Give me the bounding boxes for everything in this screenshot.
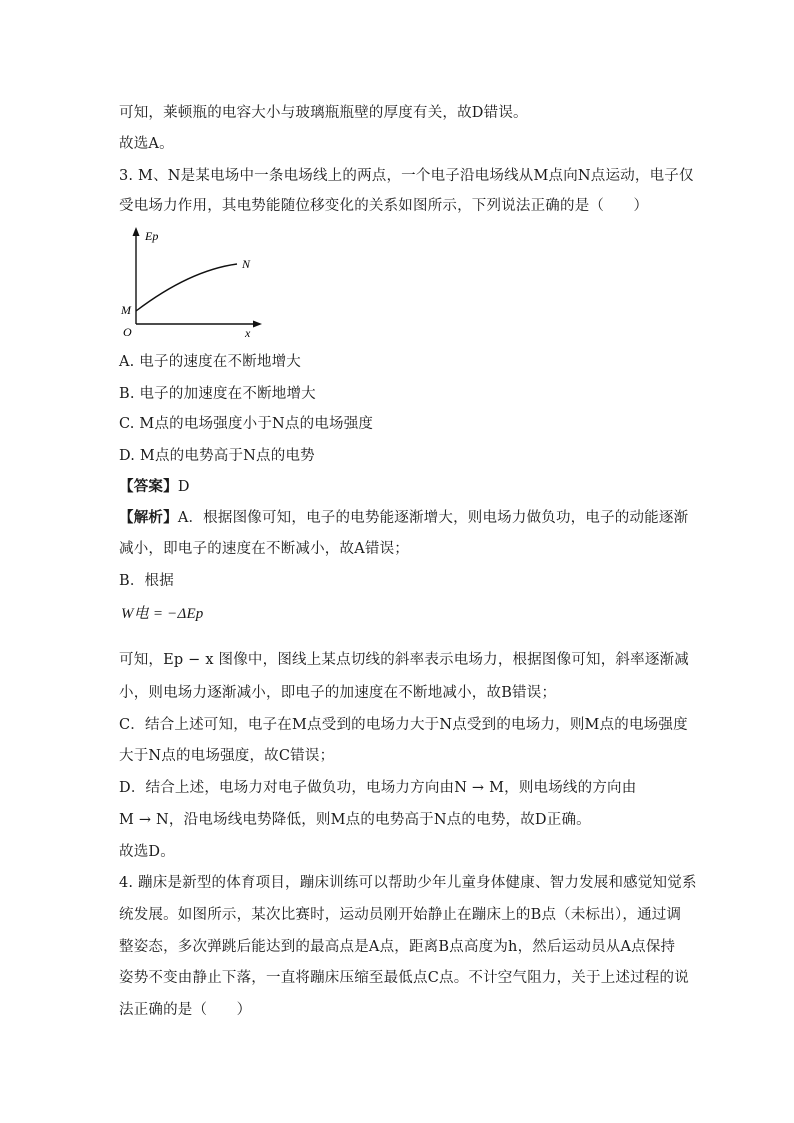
analysis-a-text: A．根据图像可知，电子的电势能逐渐增大，则电场力做负功，电子的动能逐渐 (177, 510, 689, 526)
option-b: B. 电子的加速度在不断地增大 (119, 386, 316, 402)
ep-x-graph (115, 224, 275, 342)
question-4-line-1: 4. 蹦床是新型的体育项目，蹦床训练可以帮助少年儿童身体健康、智力发展和感觉知觉系 (119, 875, 697, 891)
question-4-line-2: 统发展。如图所示，某次比赛时，运动员刚开始静止在蹦床上的B点（未标出），通过调 (119, 907, 682, 923)
x-axis-arrow (253, 321, 262, 328)
final-choice: 故选D。 (119, 844, 175, 860)
y-axis-label: Ep (145, 229, 159, 243)
analysis-c-line-1: C．结合上述可知，电子在M点受到的电场力大于N点受到的电场力，则M点的电场强度 (119, 717, 688, 733)
analysis-b-line-1: B．根据 (119, 573, 174, 589)
option-d: D. M点的电势高于N点的电势 (119, 448, 315, 464)
option-c: C. M点的电场强度小于N点的电场强度 (119, 416, 374, 432)
y-axis-arrow (133, 227, 140, 236)
ep-curve (136, 264, 237, 311)
question-3-line-1: 3. M、N是某电场中一条电场线上的两点，一个电子沿电场线从M点向N点运动，电子仅 (119, 168, 694, 184)
question-4-line-5: 法正确的是（ ） (119, 1002, 252, 1018)
analysis-b-line-2: 可知，Ep − x 图像中，图线上某点切线的斜率表示电场力，根据图像可知，斜率逐渐减 (119, 652, 689, 668)
line-1: 可知，莱顿瓶的电容大小与玻璃瓶瓶壁的厚度有关，故D错误。 (119, 105, 528, 121)
question-4-line-3: 整姿态，多次弹跳后能达到的最高点是A点，距离B点高度为h，然后运动员从A点保持 (119, 939, 676, 955)
analysis-a-line-2: 减小，即电子的速度在不断减小，故A错误； (119, 541, 409, 557)
analysis-label: 【解析】 (119, 509, 178, 526)
question-4-line-4: 姿势不变由静止下落，一直将蹦床压缩至最低点C点。不计空气阻力，关于上述过程的说 (119, 970, 689, 986)
origin-label: O (123, 325, 132, 339)
analysis-d-line-1: D．结合上述，电场力对电子做负功，电场力方向由N → M，则电场线的方向由 (119, 780, 637, 796)
answer-line (119, 477, 190, 497)
question-3-line-2: 受电场力作用，其电势能随位移变化的关系如图所示，下列说法正确的是（ ） (119, 198, 649, 214)
answer-label: 【答案】 (119, 478, 178, 495)
point-m-label: M (121, 303, 131, 317)
analysis-d-line-2: M → N，沿电场线电势降低，则M点的电势高于N点的电势，故D正确。 (119, 812, 591, 828)
analysis-b-line-3: 小，则电场力逐渐减小，即电子的加速度在不断地减小，故B错误； (119, 685, 557, 701)
point-n-label: N (242, 257, 251, 271)
line-2: 故选A。 (119, 136, 174, 152)
x-axis-label: x (245, 326, 251, 340)
option-a: A. 电子的速度在不断地增大 (119, 354, 301, 370)
answer-value: D (177, 479, 190, 495)
formula-work-energy: W电 = −ΔEp (121, 606, 204, 622)
analysis-a-line-1 (119, 508, 688, 528)
analysis-c-line-2: 大于N点的电场强度，故C错误； (119, 748, 335, 764)
